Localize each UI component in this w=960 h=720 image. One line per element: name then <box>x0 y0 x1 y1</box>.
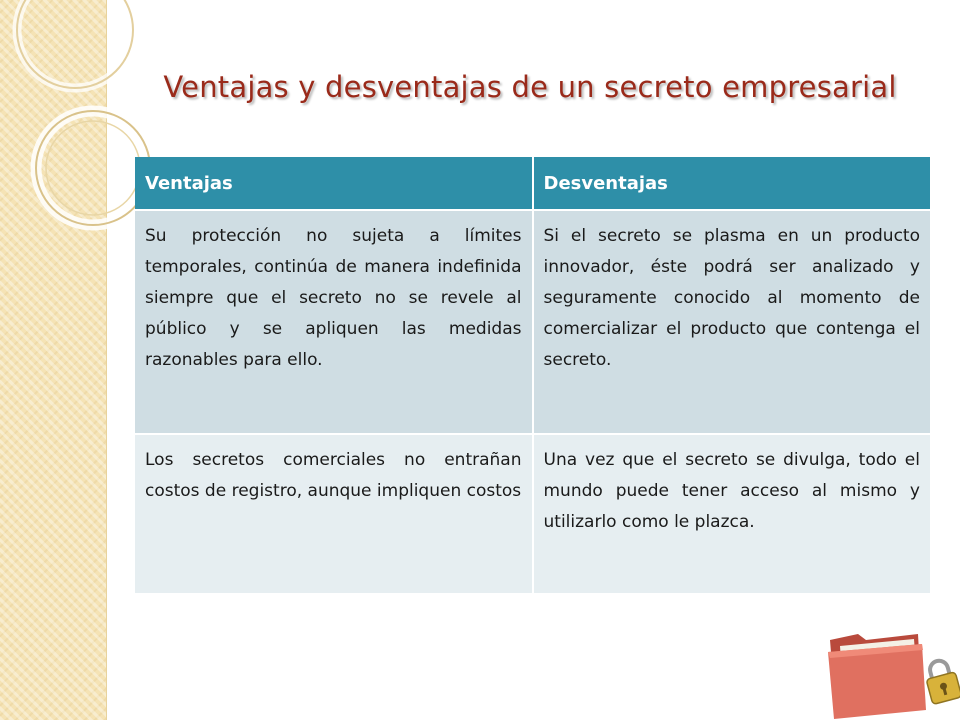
cell-ventaja-2: Los secretos comerciales no entrañan costos de registro, aunque impliquen costos <box>135 434 533 593</box>
cell-desventaja-1: Si el secreto se plasma en un producto innovador, éste podrá ser analizado y seguramente conocido al momento de comercializar el producto que contenga el secreto. <box>533 210 931 434</box>
cell-desventaja-2: Una vez que el secreto se divulga, todo el mundo puede tener acceso al mismo y utilizarlo como le plazca. <box>533 434 931 593</box>
table-row <box>135 434 930 593</box>
table-row <box>135 210 930 434</box>
comparison-table <box>135 157 930 593</box>
table-header-row <box>135 157 930 210</box>
header-ventajas: Ventajas <box>135 157 533 210</box>
locked-folder-icon <box>822 626 960 720</box>
slide-title: Ventajas y desventajas de un secreto empresarial <box>163 70 897 104</box>
cell-ventaja-1: Su protección no sujeta a límites temporales, continúa de manera indefinida siempre que el secreto no se revele al público y se apliquen las medidas razonables para ello. <box>135 210 533 434</box>
header-desventajas: Desventajas <box>533 157 931 210</box>
